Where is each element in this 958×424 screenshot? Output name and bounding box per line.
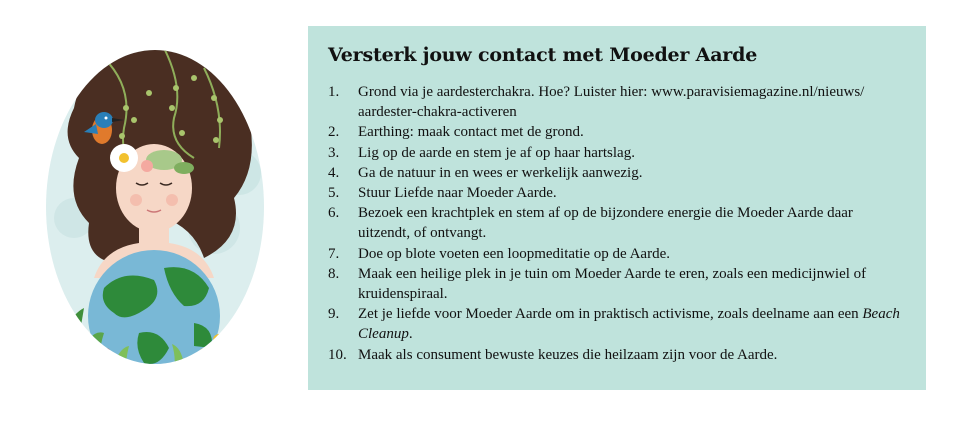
item-number: 8.	[328, 265, 340, 282]
panel-title: Versterk jouw contact met Moeder Aarde	[328, 44, 758, 66]
item-number: 2.	[328, 124, 340, 141]
item-text: Ga de natuur in en wees er werkelijk aanwezig.	[358, 164, 643, 181]
item-text: Doe op blote voeten een loopmeditatie op de Aarde.	[358, 245, 670, 262]
list-item	[328, 143, 906, 163]
tips-list	[328, 82, 906, 365]
item-text-italic: Beach Cleanup	[358, 306, 900, 343]
item-number: 9.	[328, 306, 340, 323]
item-text: Maak een heilige plek in je tuin om Moeder Aarde te eren, zoals een medicijnwiel of kruidenspiraal.	[358, 265, 867, 303]
item-text: Lig op de aarde en stem je af op haar hartslag.	[358, 144, 635, 161]
item-text: Earthing: maak contact met de grond.	[358, 124, 584, 141]
item-text-main: Zet je liefde voor Moeder Aarde om in praktisch activisme, zoals deelname aan een	[358, 306, 859, 323]
list-item	[328, 264, 906, 304]
item-text	[358, 304, 906, 344]
item-number: 10.	[328, 346, 347, 363]
item-number: 5.	[328, 185, 340, 202]
item-text: Bezoek een krachtplek en stem af op de bijzondere energie die Moeder Aarde daar uitzendt, of ontvangt.	[358, 205, 853, 242]
item-text-tail: .	[408, 326, 413, 343]
mother-earth-illustration	[44, 48, 266, 366]
item-number: 3.	[328, 144, 340, 161]
list-item	[328, 163, 906, 183]
item-text: Stuur Liefde naar Moeder Aarde.	[358, 185, 557, 202]
item-number: 7.	[328, 245, 340, 262]
list-item	[328, 345, 906, 365]
list-item	[328, 122, 906, 142]
item-text: Grond via je aardesterchakra. Hoe? Luister hier: www.paravisiemagazine.nl/nieuws/ aardester-chakra-activeren	[358, 84, 865, 121]
list-item	[328, 82, 906, 122]
item-text: Maak als consument bewuste keuzes die heilzaam zijn voor de Aarde.	[358, 346, 778, 363]
list-item	[328, 304, 906, 344]
tips-panel	[308, 26, 926, 390]
list-item	[328, 183, 906, 203]
item-number: 6.	[328, 205, 340, 222]
item-number: 1.	[328, 84, 340, 100]
list-item	[328, 203, 906, 243]
list-item	[328, 244, 906, 264]
item-number: 4.	[328, 164, 340, 181]
